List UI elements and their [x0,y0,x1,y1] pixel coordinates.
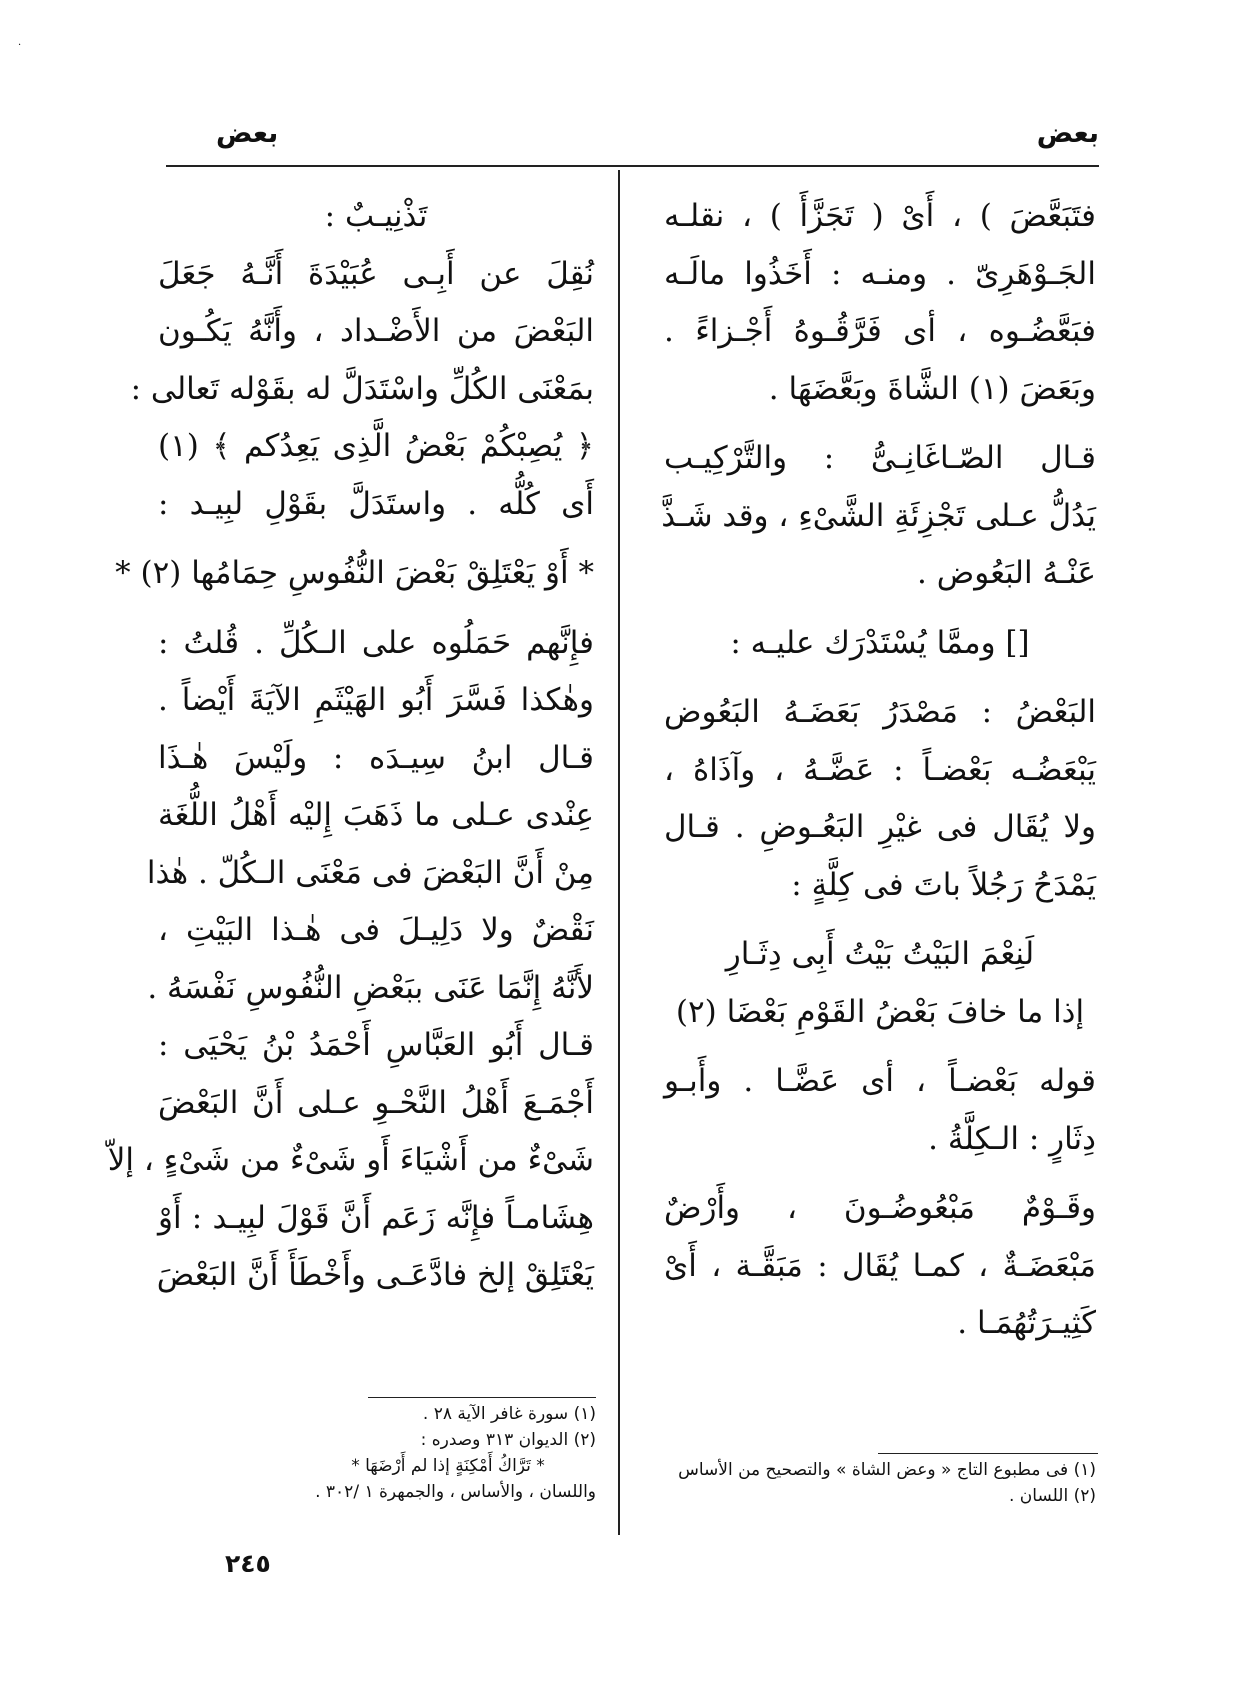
verse-line: لَنِعْمَ البَيْتُ بَيْتُ أَبِى دِثَـارِ [725,936,1035,972]
column-divider [618,170,620,1535]
text-line: الجَـوْهَرِىّ . ومنـه : أَخَذُوا مالَـه [664,255,1096,292]
text-line: قـال الصّـاغَانِـىُّ : والتَّرْكِيـب [664,440,1096,476]
text-line: يَبْعَضُـه بَعْضـاً : عَضَّـهُ ، وآذَاهُ ، [664,751,1096,788]
verse-line: إذا ما خافَ بَعْضُ القَوْمِ بَعْضَا (٢) [675,993,1085,1030]
text-line: وقَـوْمٌ مَبْعُوضُـونَ ، وأَرْضٌ [664,1190,1096,1226]
footnote-line: واللسان ، والأساس ، والجمهرة ١ /٣٠٢ . [315,1482,596,1502]
paragraph-gap [664,672,1096,684]
text-line: فإِنَّهم حَمَلُوه على الـكُلِّ . قُلتُ : [158,624,594,661]
quran-quote-line: ﴿ يُصِبْكُمْ بَعْضُ الَّذِى يَعِدُكم ﴾ (١) [158,428,594,464]
paragraph-gap [158,533,594,545]
paragraph-gap [664,603,1096,615]
text-line: كَثِيـرَتُهُمَـا . [957,1305,1096,1341]
text-line: قـال أَبُو العَبَّاسِ أَحْمَدُ بْنُ يَحْيَى : [158,1027,594,1063]
text-line: نُقِلَ عن أَبِـى عُبَيْدَةَ أَنَّـهُ جَعَلَ [158,255,594,292]
scan-speck: · [18,40,22,51]
text-line: البَعْضُ : مَصْدَرُ بَعَضَـهُ البَعُوض [664,694,1096,730]
section-heading: [] وممَّا يُسْتَدْرَك عليـه : [730,624,1030,661]
text-line: بمَعْنَى الكُلِّ واسْتَدَلَّ له بقَوْله تَعالى : [130,370,594,407]
running-header-right: بعض [1036,118,1099,149]
text-line: ولا يُقَال فى غيْرِ البَعُـوضِ . قـال [664,809,1096,845]
header-rule [166,165,1099,167]
text-line: مِنْ أَنَّ البَعْضَ فى مَعْنَى الـكُلّ . هٰذا [146,854,594,891]
text-line: مَبْعَضَـةٌ ، كمـا يُقَال : مَبَقَّـة ، أَىْ [664,1247,1096,1284]
text-line: البَعْضَ من الأَضْـداد ، وأَنَّهُ يَكُـون [158,313,594,349]
paragraph-gap [158,603,594,615]
section-heading: تَذْنِيـبٌ : [324,198,428,234]
footnote-line: (١) سورة غافر الآية ٢٨ . [422,1404,596,1424]
left-text-column [107,188,594,1305]
text-line: عَنْـهُ البَعُوض . [917,555,1096,591]
text-line: وهٰكذا فَسَّرَ أَبُو الهَيْثَمِ الآيَةَ أَيْضاً . [158,682,594,718]
text-line: نَقْضٌ ولا دَلِيـلَ فى هٰـذا البَيْتِ ، [158,912,594,948]
running-header-left: بعض [216,118,279,149]
footnotes-left [300,1401,596,1505]
text-line: قـال ابنُ سِيـدَه : ولَيْسَ هٰـذَا [158,739,594,776]
footnote-rule-right [878,1453,1098,1454]
text-line: قوله بَعْضـاً ، أى عَضَّـا . وأَبـو [664,1063,1096,1099]
paragraph-gap [664,418,1096,430]
paragraph-gap [664,1168,1096,1180]
text-line: شَىْءٌ من أَشْيَاءَ أَو شَىْءٌ من شَىْءٍ ، إلاّ [107,1142,594,1178]
text-line: عِنْدى عـلى ما ذَهَبَ إِليْه أَهْلُ اللُّغَة [158,797,594,833]
text-line: دِثَارٍ : الـكِلَّةُ . [928,1120,1096,1157]
page-number: ٢٤٥ [225,1549,271,1578]
footnote-line: (٢) الديوان ٣١٣ وصدره : [420,1430,596,1450]
paragraph-gap [664,1041,1096,1053]
verse-line: * أَوْ يَعْتَلِقْ بَعْضَ النُّفُوسِ حِمَامُها (٢) * [115,555,594,591]
footnote-line: (١) فى مطبوع التاج « وعض الشاة » والتصحيح من الأساس [678,1460,1096,1480]
right-text-column [661,188,1096,1353]
text-line: هِشَامـاً فإِنَّه زَعَم أَنَّ قَوْلَ لبِيـد : أَوْ [158,1199,594,1236]
text-line: أَى كُلُّه . واستَدَلَّ بقَوْلِ لبِيـد : [158,485,594,522]
text-line: لأَنَّهُ إِنَّمَا عَنَى ببَعْضِ النُّفُوسِ نَفْسَهُ . [147,969,594,1006]
footnote-line: (٢) اللسان . [1009,1486,1096,1506]
footnote-line: * تَرَّاكُ أَمْكِنَةٍ إذا لم أَرْضَهَا * [351,1456,545,1476]
paragraph-gap [664,914,1096,926]
footnote-rule-left [368,1397,596,1398]
text-line: فتَبَعَّضَ ) ، أَىْ ( تَجَزَّأَ ) ، نقلـه [664,198,1096,234]
text-line: وبَعَضَ (١) الشَّاةَ وبَعَّضَهَا . [768,370,1096,407]
text-line: يَدُلُّ عـلى تَجْزِئَةِ الشَّىْءِ ، وقد شَـذَّ [661,497,1096,534]
text-line: فبَعَّضُـوه ، أى فَرَّقُـوهُ أَجْـزاءً . [664,313,1096,349]
text-line: يَمْدَحُ رَجُلاً باتَ فى كِلَّةٍ : [791,866,1096,903]
text-line: أَجْمَـعَ أَهْلُ النَّحْـوِ عـلى أَنَّ البَعْضَ [158,1084,594,1121]
text-line: يَعْتَلِقْ إلخ فادَّعَـى وأَخْطَأَ أَنَّ البَعْضَ [156,1257,594,1293]
footnotes-right [664,1457,1096,1509]
